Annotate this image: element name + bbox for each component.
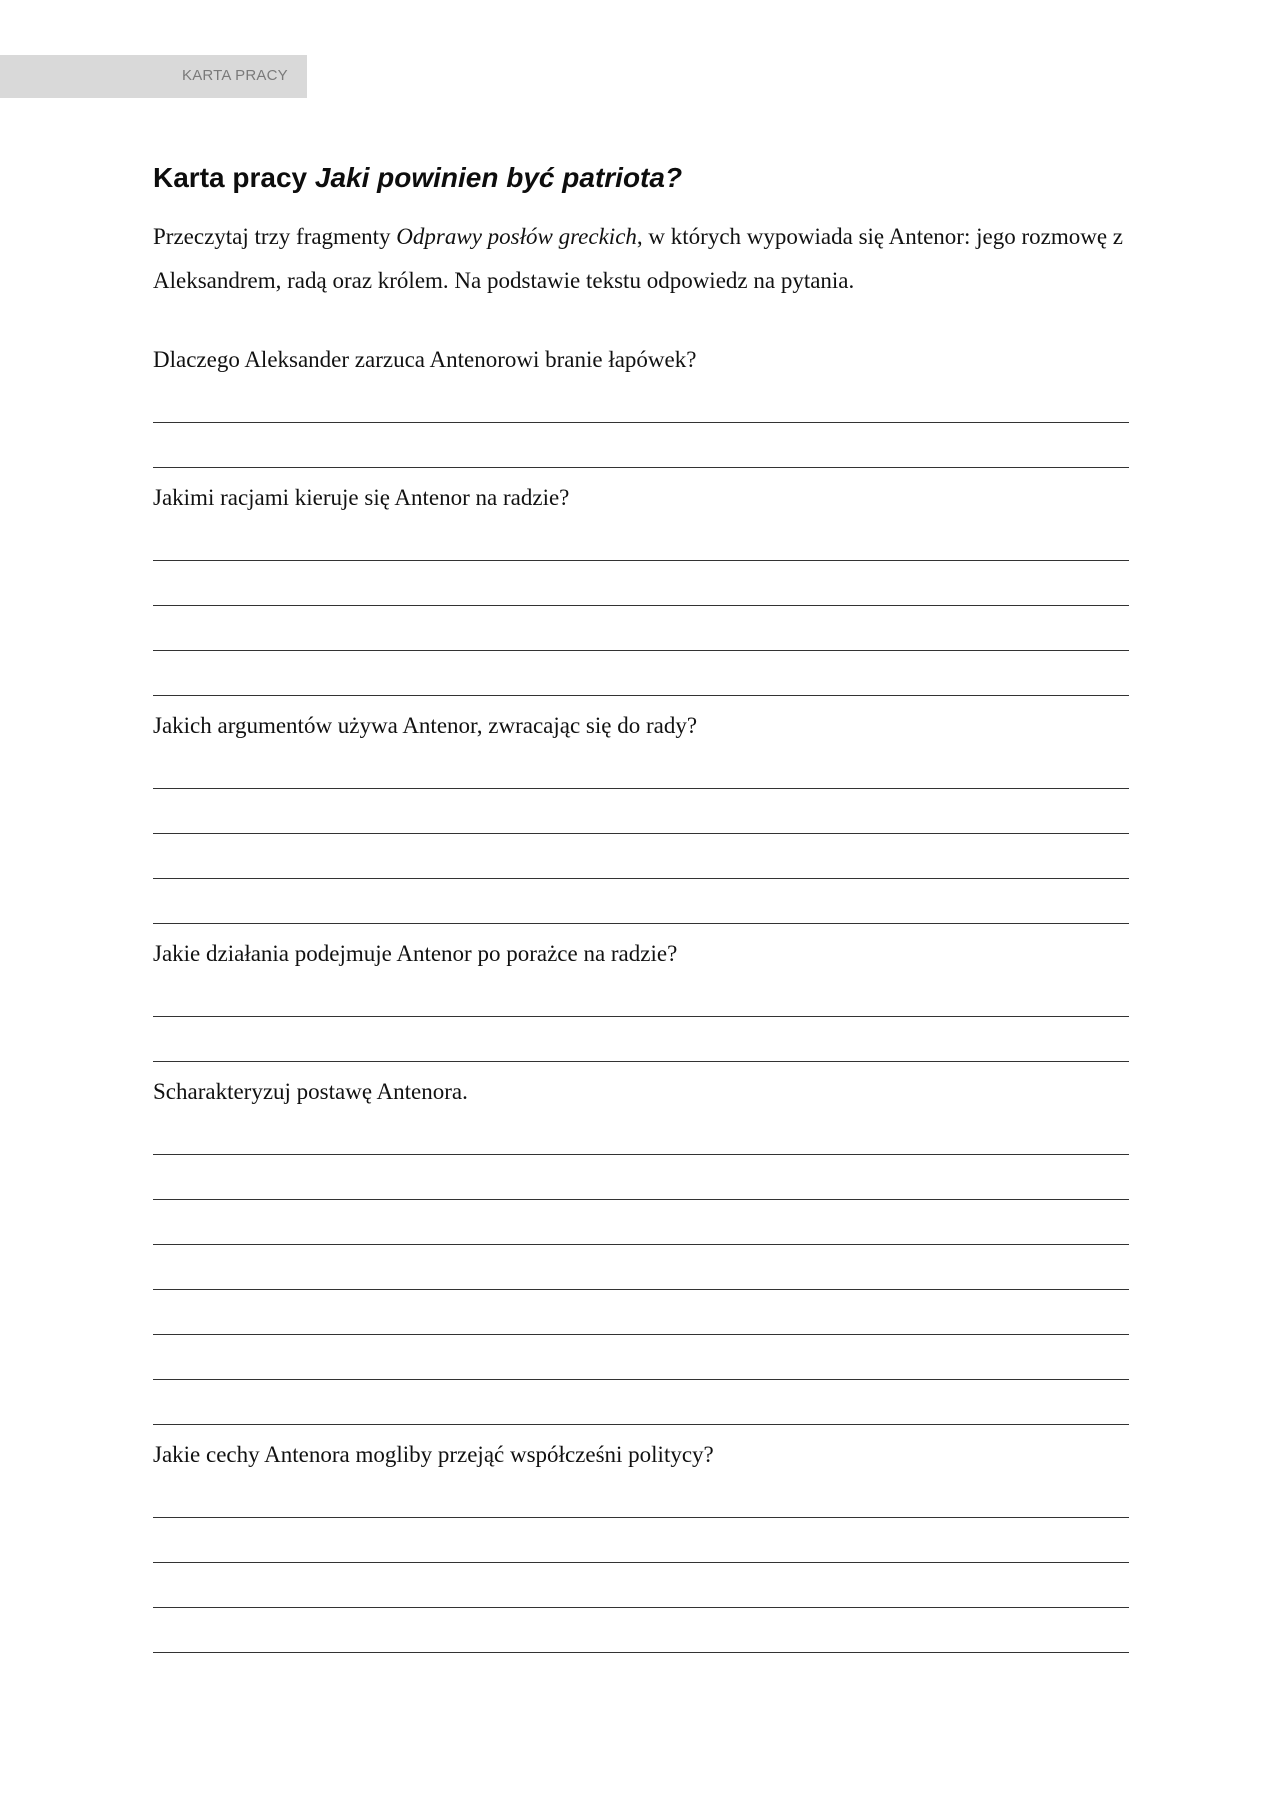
intro-before: Przeczytaj trzy fragmenty — [153, 224, 397, 249]
question-text: Dlaczego Aleksander zarzuca Antenorowi branie łapówek? — [153, 347, 697, 372]
answer-line[interactable] — [153, 567, 1129, 612]
answer-line[interactable] — [153, 1296, 1129, 1341]
answer-line[interactable] — [153, 1341, 1129, 1386]
question-text: Jakimi racjami kieruje się Antenor na radzie? — [153, 485, 570, 510]
answer-line[interactable] — [153, 1569, 1129, 1614]
question-block — [153, 1431, 1129, 1659]
answer-line[interactable] — [153, 657, 1129, 702]
question-block — [153, 930, 1129, 1068]
instructions — [153, 215, 1129, 303]
answer-line[interactable] — [153, 1614, 1129, 1659]
worksheet — [153, 155, 1129, 1659]
title-italic: Jaki powinien być patriota? — [314, 162, 683, 193]
page-title — [153, 155, 1129, 201]
answer-line[interactable] — [153, 885, 1129, 930]
answer-line[interactable] — [153, 1206, 1129, 1251]
answer-line[interactable] — [153, 840, 1129, 885]
question-block — [153, 336, 1129, 474]
question-block — [153, 474, 1129, 702]
answer-line[interactable] — [153, 1386, 1129, 1431]
header-tab — [0, 55, 307, 98]
questions-list — [153, 336, 1129, 1659]
answer-line[interactable] — [153, 612, 1129, 657]
question-text: Scharakteryzuj postawę Antenora. — [153, 1079, 468, 1104]
answer-line[interactable] — [153, 1161, 1129, 1206]
answer-line[interactable] — [153, 1023, 1129, 1068]
question-text: Jakie działania podejmuje Antenor po porażce na radzie? — [153, 941, 678, 966]
answer-line[interactable] — [153, 750, 1129, 795]
answer-line[interactable] — [153, 978, 1129, 1023]
header-label: KARTA PRACY — [182, 67, 288, 84]
question-block — [153, 702, 1129, 930]
answer-line[interactable] — [153, 522, 1129, 567]
question-block — [153, 1068, 1129, 1431]
answer-line[interactable] — [153, 1479, 1129, 1524]
answer-line[interactable] — [153, 1524, 1129, 1569]
intro-italic: Odprawy posłów greckich — [396, 224, 637, 249]
answer-line[interactable] — [153, 429, 1129, 474]
intro-after: , w których wypowiada się Antenor: jego rozmowę z Aleksandrem, radą oraz królem. Na podstawie tekstu odpowiedz na pytania. — [153, 224, 1123, 293]
answer-line[interactable] — [153, 1116, 1129, 1161]
question-text: Jakich argumentów używa Antenor, zwracając się do rady? — [153, 713, 698, 738]
answer-line[interactable] — [153, 795, 1129, 840]
answer-line[interactable] — [153, 1251, 1129, 1296]
title-plain: Karta pracy — [153, 162, 315, 193]
answer-line[interactable] — [153, 384, 1129, 429]
question-text: Jakie cechy Antenora mogliby przejąć współcześni politycy? — [153, 1442, 714, 1467]
